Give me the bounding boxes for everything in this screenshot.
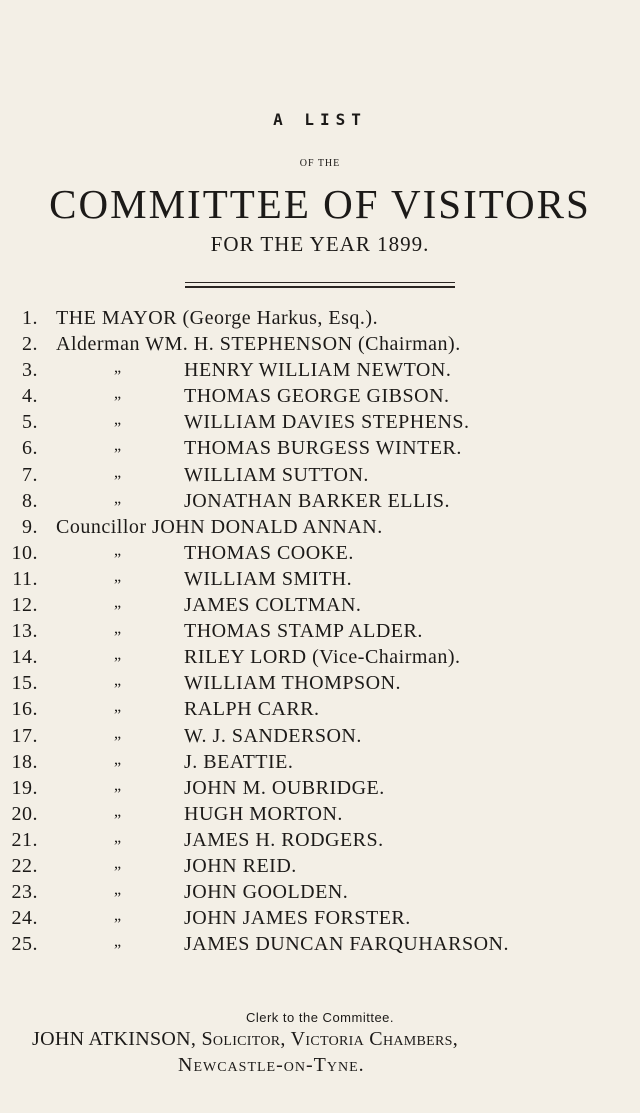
header-a-list: A LIST	[273, 110, 367, 129]
header-of-the: OF THE	[299, 158, 341, 169]
ditto-mark: „	[114, 411, 122, 429]
clerk-address-line: Newcastle-on-Tyne.	[178, 1054, 365, 1076]
list-item	[0, 907, 640, 933]
list-item-number: 1.	[22, 307, 38, 329]
list-item-number: 25.	[11, 933, 38, 956]
divider-rule	[185, 282, 455, 283]
ditto-mark: „	[114, 594, 122, 612]
divider-rule	[185, 286, 455, 288]
list-item-name: HENRY WILLIAM NEWTON.	[184, 359, 452, 382]
list-item	[0, 594, 640, 620]
list-item-name: Councillor JOHN DONALD ANNAN.	[56, 515, 383, 538]
list-item	[0, 307, 640, 333]
list-item	[0, 568, 640, 594]
list-item-number: 4.	[22, 385, 38, 408]
list-item	[0, 803, 640, 829]
ditto-mark: „	[114, 437, 122, 455]
ditto-mark: „	[114, 802, 122, 820]
list-item-number: 21.	[11, 828, 38, 851]
list-item-number: 23.	[11, 881, 38, 904]
ditto-mark: „	[114, 620, 122, 638]
list-item-name: JOHN REID.	[184, 854, 297, 877]
list-item	[0, 464, 640, 490]
ditto-mark: „	[114, 463, 122, 481]
ditto-mark: „	[114, 698, 122, 716]
list-item	[0, 881, 640, 907]
list-item-number: 5.	[22, 411, 38, 434]
list-item-number: 2.	[22, 333, 38, 356]
list-item	[0, 385, 640, 411]
list-item-name: WILLIAM SMITH.	[184, 567, 353, 590]
list-item-name: W. J. SANDERSON.	[184, 724, 362, 747]
list-item-name: JOHN JAMES FORSTER.	[184, 907, 411, 930]
list-item-name: WILLIAM DAVIES STEPHENS.	[184, 411, 470, 434]
ditto-mark: „	[114, 907, 122, 925]
list-item	[0, 490, 640, 516]
list-item-name: JONATHAN BARKER ELLIS.	[184, 489, 450, 512]
list-item	[0, 751, 640, 777]
year-line: FOR THE YEAR 1899.	[210, 232, 430, 256]
list-item	[0, 516, 640, 542]
list-item	[0, 777, 640, 803]
list-item	[0, 646, 640, 672]
list-item-name: THOMAS STAMP ALDER.	[184, 620, 423, 643]
list-item-number: 17.	[11, 724, 38, 747]
list-item	[0, 698, 640, 724]
list-item	[0, 620, 640, 646]
list-item-name: JAMES COLTMAN.	[184, 594, 362, 617]
list-item-name: JAMES DUNCAN FARQUHARSON.	[184, 933, 509, 956]
ditto-mark: „	[114, 385, 122, 403]
list-item	[0, 933, 640, 959]
ditto-mark: „	[114, 854, 122, 872]
list-item-number: 10.	[11, 541, 38, 564]
list-item-number: 22.	[11, 854, 38, 877]
list-item-name: Alderman WM. H. STEPHENSON (Chairman).	[56, 333, 461, 356]
list-item-name: RALPH CARR.	[184, 698, 320, 721]
list-item-name: THOMAS BURGESS WINTER.	[184, 437, 462, 460]
ditto-mark: „	[114, 489, 122, 507]
ditto-mark: „	[114, 567, 122, 585]
list-item-name: HUGH MORTON.	[184, 802, 343, 825]
list-item-number: 19.	[11, 776, 38, 799]
list-item-number: 16.	[11, 698, 38, 721]
list-item-name: RILEY LORD (Vice-Chairman).	[184, 646, 461, 669]
list-item-name: JOHN M. OUBRIDGE.	[184, 776, 385, 799]
list-item	[0, 437, 640, 463]
list-item	[0, 411, 640, 437]
ditto-mark: „	[114, 541, 122, 559]
list-item	[0, 855, 640, 881]
list-item-name: WILLIAM THOMPSON.	[184, 672, 402, 695]
list-item-number: 24.	[11, 907, 38, 930]
list-item-number: 20.	[11, 802, 38, 825]
list-item	[0, 333, 640, 359]
ditto-mark: „	[114, 776, 122, 794]
list-item-number: 11.	[12, 567, 38, 590]
ditto-mark: „	[114, 933, 122, 951]
list-item-name: THE MAYOR (George Harkus, Esq.).	[56, 307, 379, 329]
ditto-mark: „	[114, 724, 122, 742]
list-item	[0, 672, 640, 698]
clerk-name-line: JOHN ATKINSON, Solicitor, Victoria Chambers,	[32, 1028, 459, 1050]
ditto-mark: „	[114, 359, 122, 377]
list-item-number: 14.	[11, 646, 38, 669]
list-item-name: THOMAS GEORGE GIBSON.	[184, 385, 450, 408]
list-item-name: JAMES H. RODGERS.	[184, 828, 384, 851]
ditto-mark: „	[114, 828, 122, 846]
ditto-mark: „	[114, 881, 122, 899]
list-item	[0, 725, 640, 751]
list-item-number: 15.	[11, 672, 38, 695]
list-item-number: 13.	[11, 620, 38, 643]
list-item-name: WILLIAM SUTTON.	[184, 463, 369, 486]
list-item	[0, 359, 640, 385]
list-item-name: JOHN GOOLDEN.	[184, 881, 349, 904]
ditto-mark: „	[114, 672, 122, 690]
ditto-mark: „	[114, 750, 122, 768]
list-item-number: 9.	[22, 515, 38, 538]
clerk-label: Clerk to the Committee.	[245, 1010, 395, 1025]
member-list	[0, 307, 640, 959]
list-item-name: THOMAS COOKE.	[184, 541, 354, 564]
list-item-number: 7.	[22, 463, 38, 486]
list-item-number: 8.	[22, 489, 38, 512]
list-item-number: 6.	[22, 437, 38, 460]
list-item-number: 3.	[22, 359, 38, 382]
ditto-mark: „	[114, 646, 122, 664]
list-item-number: 18.	[11, 750, 38, 773]
list-item	[0, 542, 640, 568]
list-item	[0, 829, 640, 855]
list-item-number: 12.	[11, 594, 38, 617]
page-title: COMMITTEE OF VISITORS	[49, 181, 591, 227]
list-item-name: J. BEATTIE.	[184, 750, 294, 773]
